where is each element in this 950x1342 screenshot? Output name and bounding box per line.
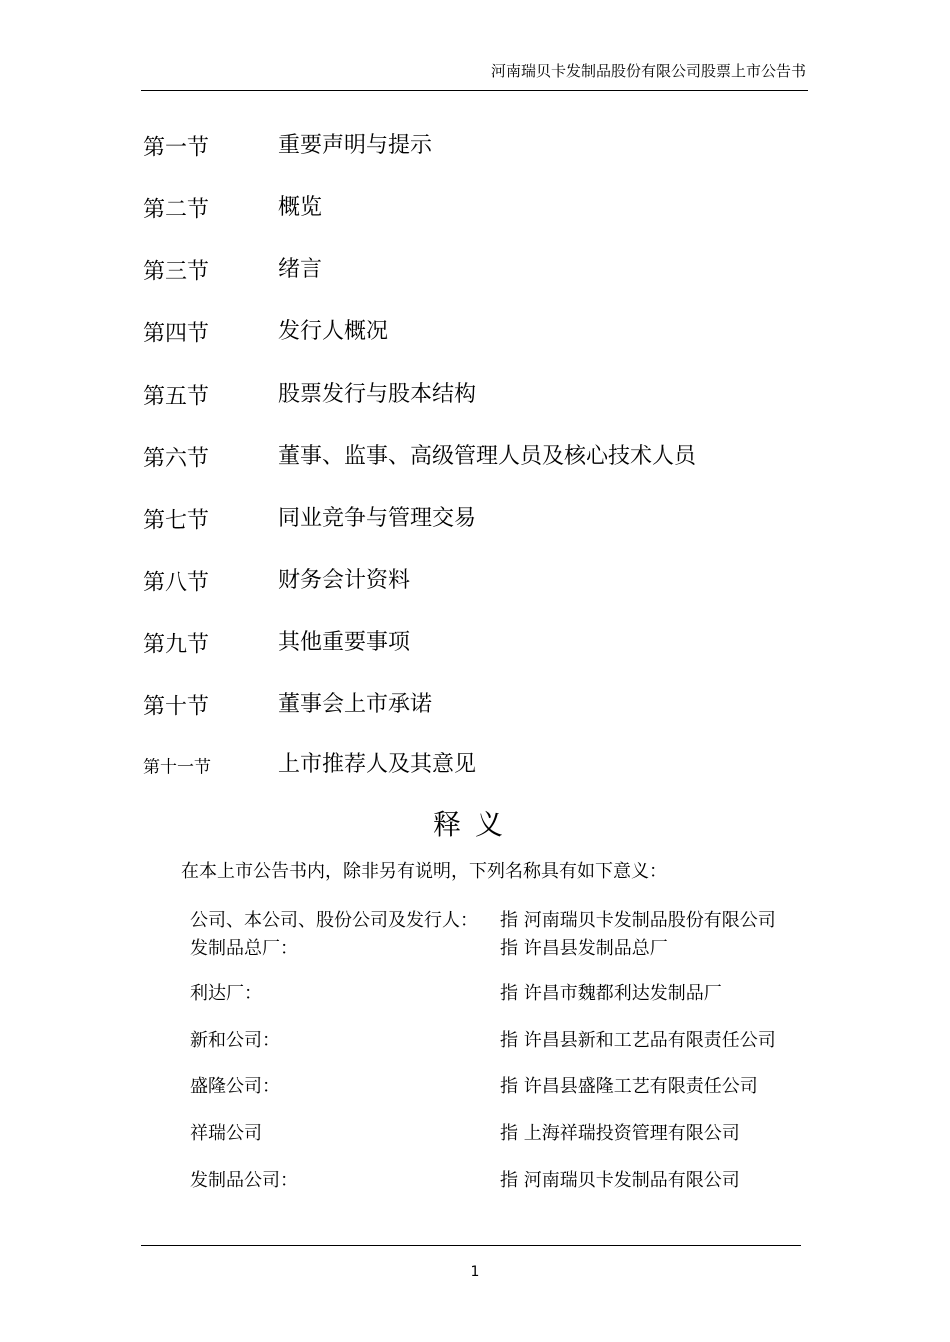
toc-section-number: 第三节 bbox=[143, 259, 210, 285]
toc-section-title: 上市推荐人及其意见 bbox=[278, 752, 477, 777]
definitions-title: 释义 bbox=[432, 808, 517, 841]
definition-meaning: 指 许昌县盛隆工艺有限责任公司 bbox=[500, 1076, 758, 1097]
toc-section-title: 财务会计资料 bbox=[278, 568, 411, 593]
toc-entry[interactable] bbox=[143, 302, 743, 362]
toc-section-title: 股票发行与股本结构 bbox=[278, 382, 477, 407]
toc-section-number: 第九节 bbox=[143, 632, 210, 658]
toc-entry[interactable] bbox=[143, 489, 743, 549]
toc-section-number: 第十一节 bbox=[143, 757, 211, 778]
toc-section-number: 第一节 bbox=[143, 135, 210, 161]
toc-section-number: 第十节 bbox=[143, 694, 210, 720]
toc-entry[interactable] bbox=[143, 178, 743, 238]
toc-section-title: 其他重要事项 bbox=[278, 630, 411, 655]
definition-meaning: 指 许昌县发制品总厂 bbox=[500, 938, 668, 959]
definition-meaning: 指 许昌市魏都利达发制品厂 bbox=[500, 983, 722, 1004]
definition-term: 发制品公司： bbox=[190, 1170, 298, 1191]
definition-term: 公司、本公司、股份公司及发行人： bbox=[190, 910, 478, 931]
toc-entry[interactable] bbox=[143, 613, 743, 673]
toc-section-title: 同业竞争与管理交易 bbox=[278, 506, 477, 531]
definition-meaning: 指 河南瑞贝卡发制品有限公司 bbox=[500, 1170, 740, 1191]
footer-divider bbox=[141, 1245, 801, 1246]
toc-section-title: 绪言 bbox=[278, 257, 323, 282]
definition-term: 新和公司： bbox=[190, 1030, 280, 1051]
toc-entry[interactable] bbox=[143, 365, 743, 425]
definitions-intro: 在本上市公告书内，除非另有说明，下列名称具有如下意义： bbox=[181, 861, 667, 882]
toc-entry[interactable] bbox=[143, 675, 743, 735]
toc-section-title: 董事、监事、高级管理人员及核心技术人员 bbox=[278, 444, 697, 469]
toc-section-number: 第四节 bbox=[143, 321, 210, 347]
toc-entry[interactable] bbox=[143, 551, 743, 611]
toc-section-number: 第八节 bbox=[143, 570, 210, 596]
page-number: 1 bbox=[470, 1264, 480, 1280]
toc-entry[interactable] bbox=[143, 735, 743, 795]
definition-meaning: 指 上海祥瑞投资管理有限公司 bbox=[500, 1123, 740, 1144]
definition-term: 盛隆公司： bbox=[190, 1076, 280, 1097]
toc-section-title: 概览 bbox=[278, 195, 323, 220]
definition-term: 发制品总厂： bbox=[190, 938, 298, 959]
toc-section-title: 发行人概况 bbox=[278, 319, 389, 344]
running-header: 河南瑞贝卡发制品股份有限公司股票上市公告书 bbox=[490, 62, 806, 80]
toc-section-number: 第二节 bbox=[143, 197, 210, 223]
header-divider bbox=[141, 90, 808, 91]
definition-meaning: 指 河南瑞贝卡发制品股份有限公司 bbox=[500, 910, 776, 931]
toc-section-number: 第六节 bbox=[143, 446, 210, 472]
toc-entry[interactable] bbox=[143, 240, 743, 300]
definition-meaning: 指 许昌县新和工艺品有限责任公司 bbox=[500, 1030, 776, 1051]
toc-section-number: 第七节 bbox=[143, 508, 210, 534]
definition-term: 利达厂： bbox=[190, 983, 262, 1004]
toc-section-number: 第五节 bbox=[143, 384, 210, 410]
toc-entry[interactable] bbox=[143, 116, 743, 176]
toc-section-title: 董事会上市承诺 bbox=[278, 692, 433, 717]
toc-section-title: 重要声明与提示 bbox=[278, 133, 433, 158]
toc-entry[interactable] bbox=[143, 427, 743, 487]
definition-term: 祥瑞公司 bbox=[190, 1123, 262, 1144]
